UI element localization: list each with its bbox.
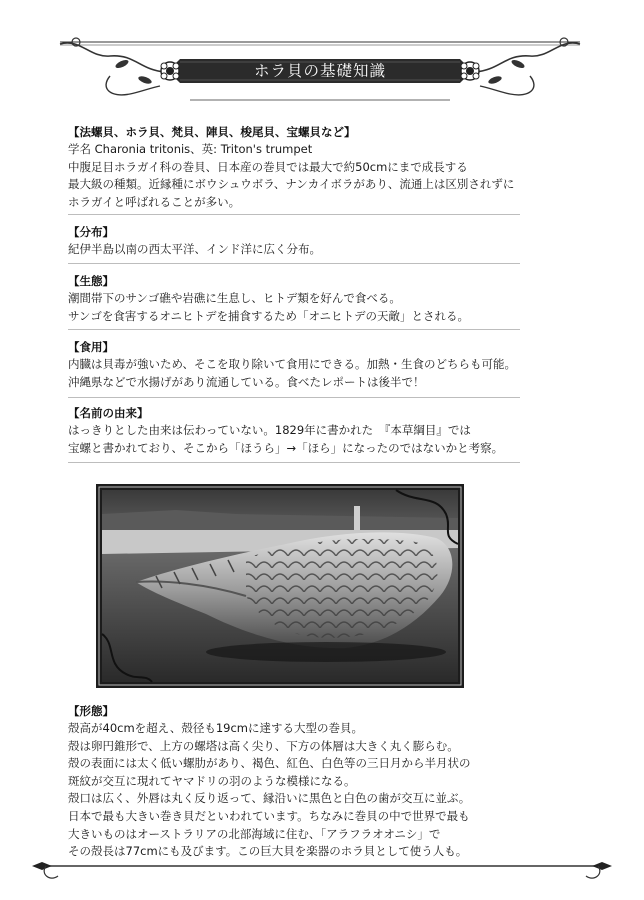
page-title: ホラ貝の基礎知識: [253, 62, 386, 80]
section-origin: [68, 405, 528, 457]
section-heading: 【食用】: [68, 340, 114, 354]
divider: [68, 329, 520, 330]
text-line: 学名 Charonia tritonis、英: Triton's trumpet: [68, 142, 313, 156]
text-line: その殻長は77cmにも及びます。この巨大貝を楽器のホラ貝として使う人も。: [68, 844, 468, 859]
header-banner: [40, 28, 600, 108]
text-line: 最大級の種類。近縁種にボウシュウボラ、ナンカイボラがあり、流通上は区別されずに: [68, 177, 515, 192]
section-food: [68, 339, 528, 391]
flower-icon-right: [461, 62, 479, 80]
section-distribution: [68, 224, 528, 259]
flower-icon-left: [161, 62, 179, 80]
text-line: 日本で最も大きい巻き貝だといわれています。ちなみに巻貝の中で世界で最も: [68, 808, 470, 823]
text-line: 紀伊半島以南の西太平洋、インド洋に広く分布。: [68, 242, 321, 256]
text-line: 斑紋が交互に現れてヤマドリの羽のような模様になる。: [68, 773, 356, 788]
divider: [68, 214, 520, 215]
section-heading: 【形態】: [68, 704, 114, 718]
text-line: 大きいものはオーストラリアの北部海域に住む、「アラフラオオニシ」で: [68, 826, 441, 841]
text-line: 宝螺と書かれており、そこから「ほうら」→「ほら」になったのではないかと考察。: [68, 440, 504, 455]
section-ecology: [68, 273, 528, 325]
text-line: 殻の表面には太く低い螺肋があり、褐色、紅色、白色等の三日月から半月状の: [68, 756, 471, 771]
text-line: 殻は卵円錐形で、上方の螺塔は高く尖り、下方の体層は大きく丸く膨らむ。: [68, 738, 459, 753]
section-heading: 【法螺貝、ホラ貝、梵貝、陣貝、梭尾貝、宝螺貝など】: [68, 125, 356, 139]
section-names: [68, 124, 528, 211]
footer-ornament: [28, 860, 616, 884]
divider: [68, 462, 520, 463]
text-line: 中腹足目ホラガイ科の巻貝、日本産の巻貝では最大で約50cmにまで成長する: [68, 159, 468, 174]
text-line: 沖縄県などで水揚げがあり流通している。食べたレポートは後半で！: [68, 374, 425, 389]
section-heading: 【分布】: [68, 225, 114, 239]
text-line: 殻高が40cmを超え、殻径も19cmに達する大型の巻貝。: [68, 721, 364, 735]
section-form: [68, 703, 528, 861]
text-line: 潮間帯下のサンゴ礁や岩礁に生息し、ヒトデ類を好んで食べる。: [68, 291, 401, 305]
section-heading: 【名前の由来】: [68, 406, 149, 420]
divider: [68, 263, 520, 264]
text-line: サンゴを食害するオニヒトデを捕食するため「オニヒトデの天敵」とされる。: [68, 308, 470, 323]
section-heading: 【生態】: [68, 274, 114, 288]
conch-photo: [96, 484, 464, 688]
text-line: 内臓は貝毒が強いため、そこを取り除いて食用にできる。加熱・生食のどちらも可能。: [68, 357, 517, 371]
divider: [68, 397, 520, 398]
text-line: はっきりとした由来は伝わっていない。1829年に書かれた 『本草綱目』では: [68, 423, 471, 437]
text-line: ホラガイと呼ばれることが多い。: [68, 194, 241, 209]
conch-shell-image: [96, 484, 464, 688]
text-line: 殻口は広く、外唇は丸く反り返って、縁沿いに黒色と白色の歯が交互に並ぶ。: [68, 791, 471, 806]
